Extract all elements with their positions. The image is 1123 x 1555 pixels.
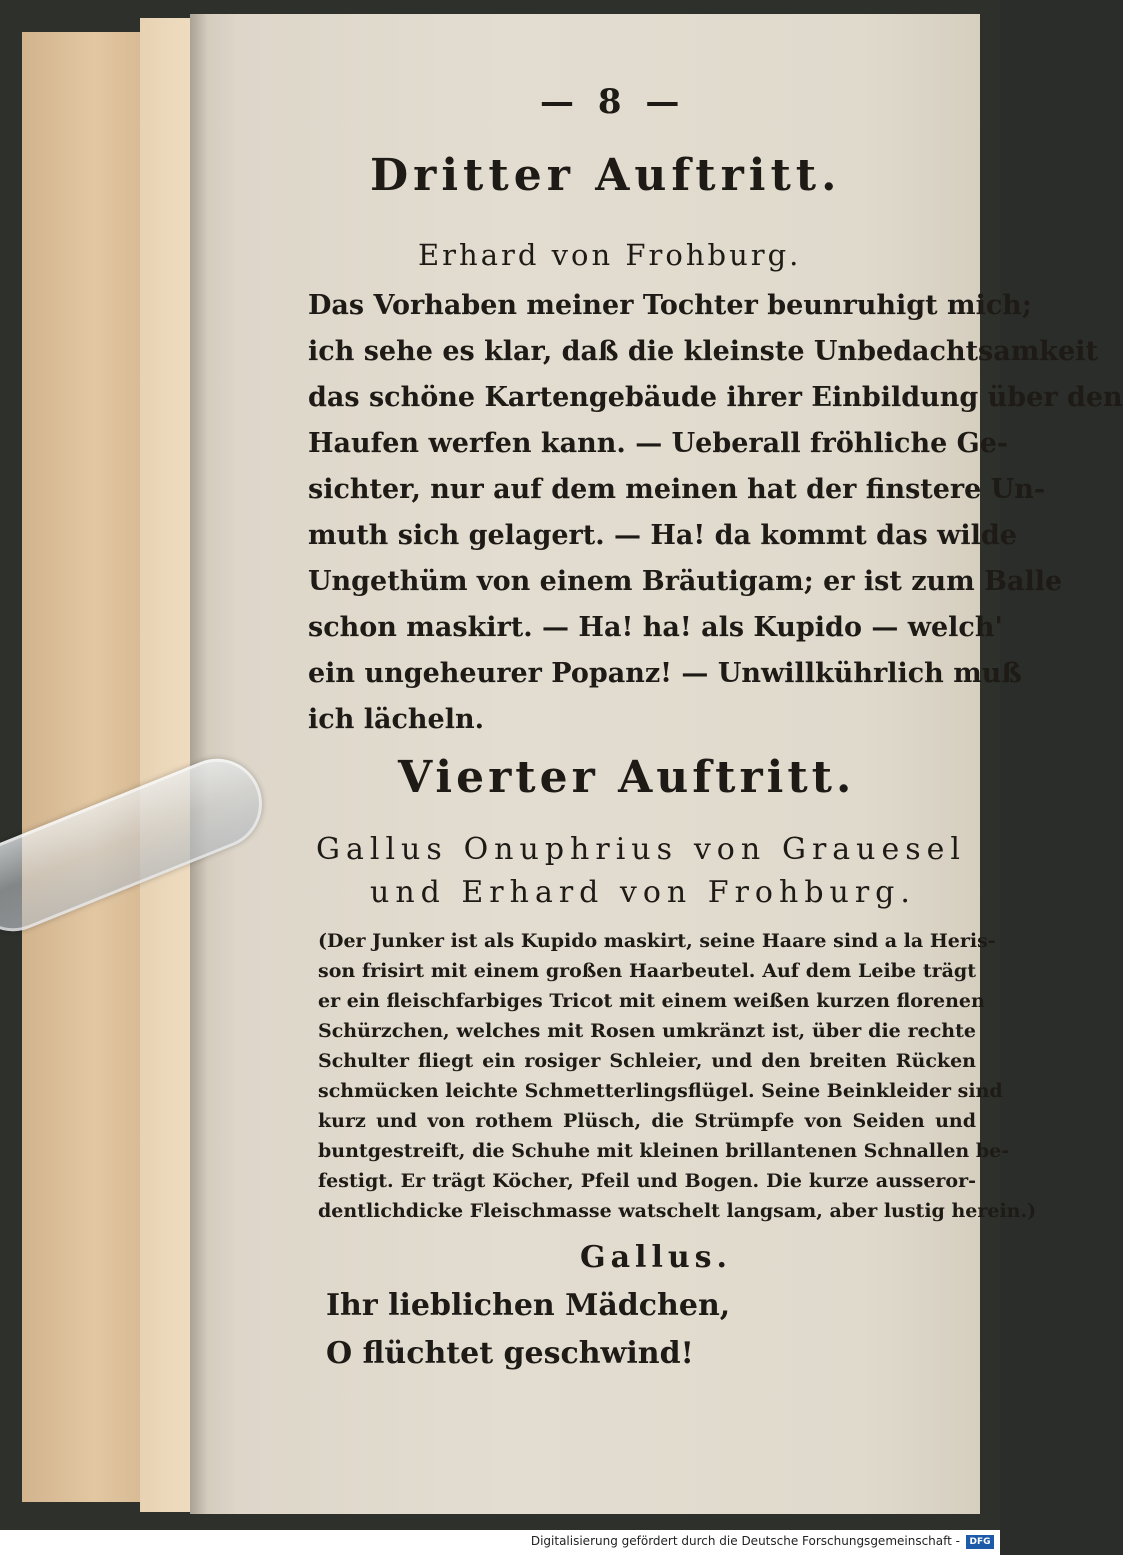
scene-characters-line-2: und Erhard von Frohburg. — [370, 875, 916, 910]
stage-direction-line: dentlichdicke Fleischmasse watschelt langsam, aber lustig herein.) — [318, 1200, 1037, 1222]
stage-direction-line: buntgestreift, die Schuhe mit kleinen brillantenen Schnallen be- — [318, 1140, 1010, 1162]
page-number: — 8 — — [540, 82, 686, 122]
speech-line: ich lächeln. — [308, 704, 485, 735]
stage-direction-line: kurz und von rothem Plüsch, die Strümpfe von Seiden und — [318, 1110, 976, 1132]
speech-line: das schöne Kartengebäude ihrer Einbildung über den — [308, 382, 1123, 413]
dfg-logo: DFG — [966, 1535, 994, 1549]
book-page-edge-inner — [140, 18, 193, 1512]
stage-direction-line: schmücken leichte Schmetterlingsflügel. Seine Beinkleider sind — [318, 1080, 1003, 1102]
speech-line: muth sich gelagert. — Ha! da kommt das wilde — [308, 520, 1017, 551]
footer-bar — [0, 1530, 1000, 1555]
speech-line: ein ungeheurer Popanz! — Unwillkührlich muß — [308, 658, 1022, 689]
verse-line: O flüchtet geschwind! — [326, 1336, 694, 1371]
stage-direction-line: (Der Junker ist als Kupido maskirt, seine Haare sind a la Heris- — [318, 930, 996, 952]
scene-characters-line-1: Gallus Onuphrius von Grauesel — [316, 832, 966, 867]
verse-line: Ihr lieblichen Mädchen, — [326, 1288, 731, 1323]
book-page-edge — [22, 32, 144, 1502]
speaker-name: Gallus. — [580, 1240, 732, 1275]
stage-direction-line: Schürzchen, welches mit Rosen umkränzt ist, über die rechte — [318, 1020, 976, 1042]
scene-heading-4: Vierter Auftritt. — [398, 752, 856, 803]
stage-direction-line: Schulter fliegt ein rosiger Schleier, und den breiten Rücken — [318, 1050, 976, 1072]
stage-direction-line: er ein fleischfarbiges Tricot mit einem weißen kurzen florenen — [318, 990, 985, 1012]
funding-credit: Digitalisierung gefördert durch die Deutsche Forschungsgemeinschaft - — [530, 1534, 960, 1548]
speech-line: ich sehe es klar, daß die kleinste Unbedachtsamkeit — [308, 336, 1098, 367]
speech-line: schon maskirt. — Ha! ha! als Kupido — welch' — [308, 612, 1003, 643]
stage-direction-line: son frisirt mit einem großen Haarbeutel. Auf dem Leibe trägt — [318, 960, 976, 982]
scene-speaker-3: Erhard von Frohburg. — [418, 238, 802, 272]
speech-line: Haufen werfen kann. — Ueberall fröhliche Ge- — [308, 428, 1009, 459]
scene-heading-3: Dritter Auftritt. — [370, 150, 842, 201]
speech-line: sichter, nur auf dem meinen hat der finstere Un- — [308, 474, 1046, 505]
speech-line: Ungethüm von einem Bräutigam; er ist zum Balle — [308, 566, 1063, 597]
stage-direction-line: festigt. Er trägt Köcher, Pfeil und Bogen. Die kurze ausseror- — [318, 1170, 976, 1192]
speech-line: Das Vorhaben meiner Tochter beunruhigt mich; — [308, 290, 1032, 321]
